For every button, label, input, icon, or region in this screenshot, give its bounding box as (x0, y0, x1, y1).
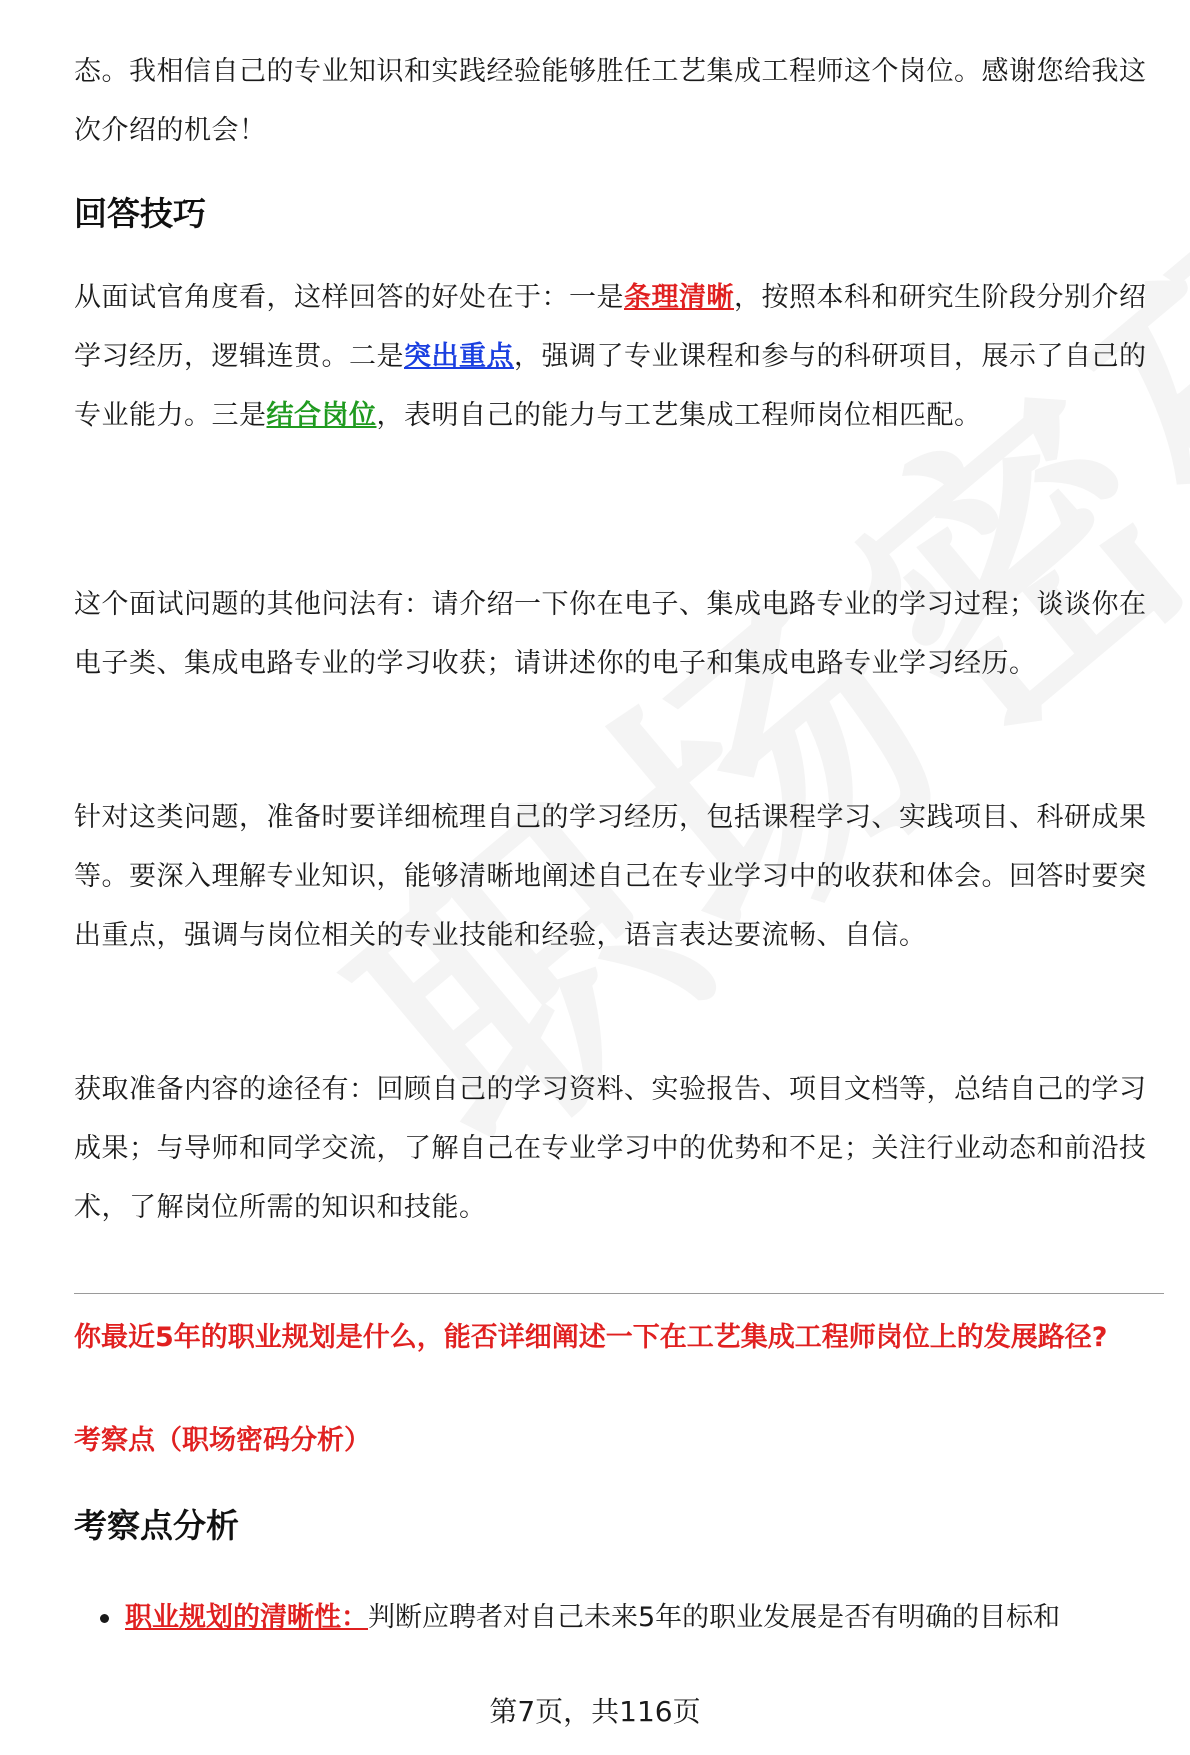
tips-paragraph (74, 268, 1164, 445)
assessment-label: 考察点（职场密码分析） (74, 1425, 371, 1456)
sources-paragraph: 获取准备内容的途径有：回顾自己的学习资料、实验报告、项目文档等，总结自己的学习成果；与导师和同学交流，了解自己在专业学习中的优势和不足；关注行业动态和前沿技术，了解岗位所需的知识和技能。 (74, 1074, 1147, 1223)
bullet-label: 职业规划的清晰性： (125, 1602, 368, 1633)
page-footer: 第7页，共116页 (489, 1695, 701, 1728)
tips-text-4: ，表明自己的能力与工艺集成工程师岗位相匹配。 (376, 400, 982, 431)
bullet-text: 判断应聘者对自己未来5年的职业发展是否有明确的目标和 (368, 1602, 1061, 1633)
other-questions-paragraph: 这个面试问题的其他问法有：请介绍一下你在电子、集成电路专业的学习过程；谈谈你在电子类、集成电路专业的学习收获；请讲述你的电子和集成电路专业学习经历。 (74, 589, 1147, 679)
bullet-item (100, 1598, 1180, 1638)
tips-heading: 回答技巧 (74, 194, 206, 233)
highlight-key-points: 突出重点 (404, 341, 514, 372)
highlight-clear-structure: 条理清晰 (624, 282, 734, 313)
highlight-job-fit: 结合岗位 (266, 400, 377, 431)
tips-text-2: ，按照本科和研究生阶段分别介绍学习经历，逻辑连贯。二是 (74, 282, 1147, 372)
tips-text-1: 从面试官角度看，这样回答的好处在于：一是 (74, 282, 624, 313)
bullet-dot-icon (100, 1614, 109, 1623)
tips-text-3: ，强调了专业课程和参与的科研项目，展示了自己的专业能力。三是 (74, 341, 1147, 431)
section-divider (74, 1293, 1164, 1294)
analysis-heading: 考察点分析 (74, 1506, 239, 1545)
preparation-paragraph: 针对这类问题，准备时要详细梳理自己的学习经历，包括课程学习、实践项目、科研成果等。要深入理解专业知识，能够清晰地阐述自己在专业学习中的收获和体会。回答时要突出重点，强调与岗位相关的专业技能和经验，语言表达要流畅、自信。 (74, 802, 1147, 951)
next-question: 你最近5年的职业规划是什么，能否详细阐述一下在工艺集成工程师岗位上的发展路径? (74, 1322, 1108, 1353)
intro-tail-paragraph: 态。我相信自己的专业知识和实践经验能够胜任工艺集成工程师这个岗位。感谢您给我这次介绍的机会！ (74, 56, 1147, 146)
